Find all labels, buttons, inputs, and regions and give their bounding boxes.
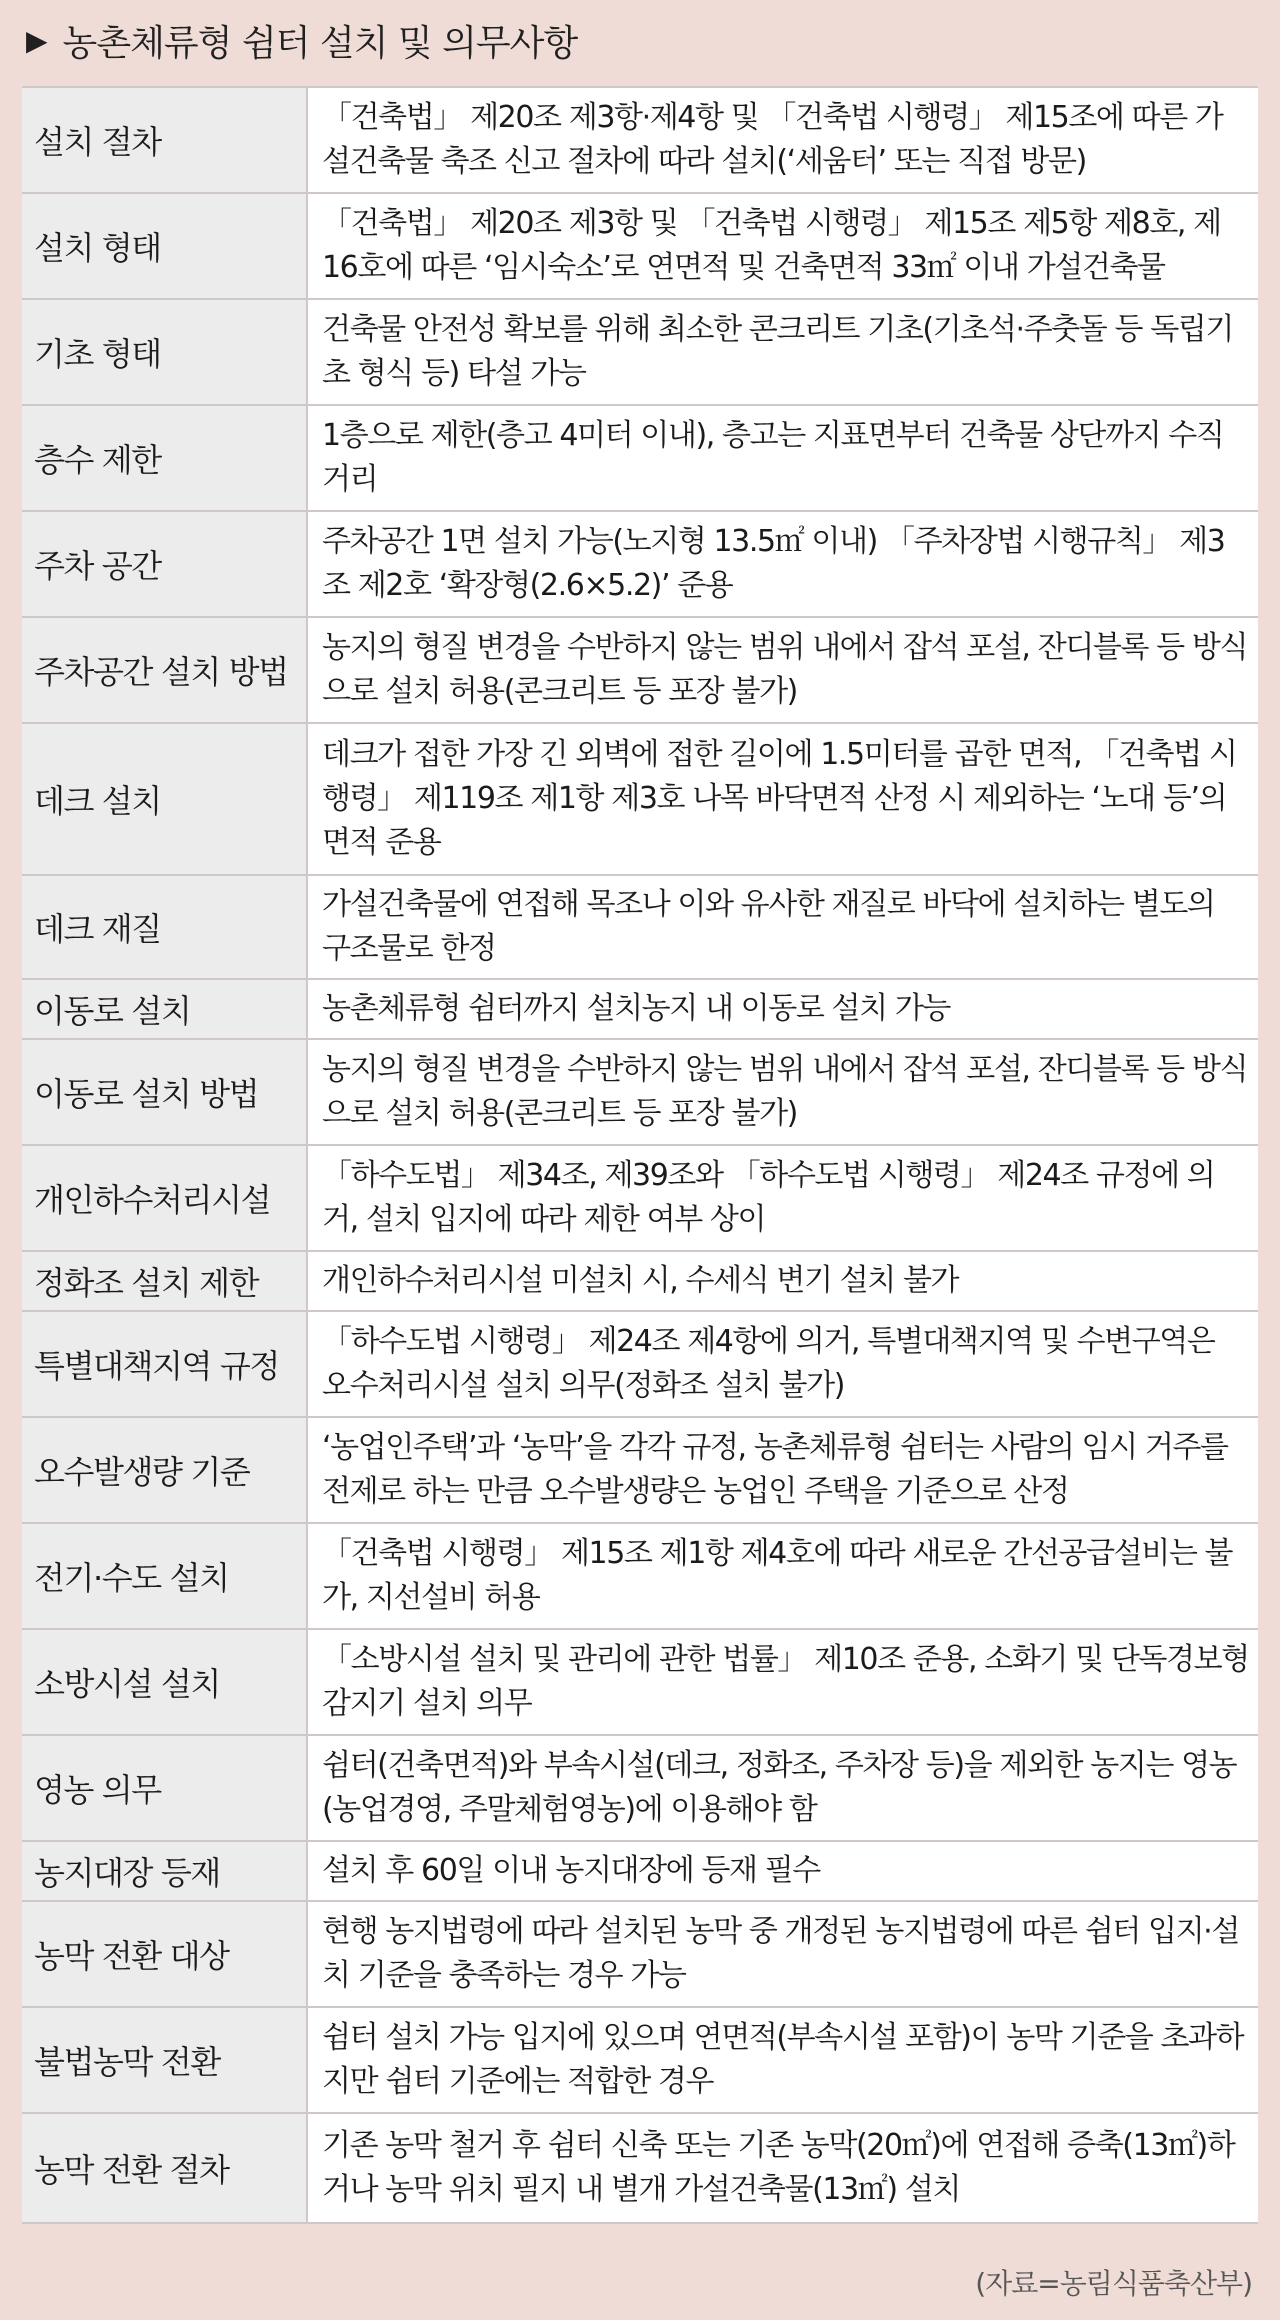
row-description: ‘농업인주택’과 ‘농막’을 각각 규정, 농촌체류형 쉼터는 사람의 임시 거주를 전제로 하는 만큼 오수발생량은 농업인 주택을 기준으로 산정 bbox=[308, 1418, 1258, 1524]
triangle-marker-icon: ▶ bbox=[26, 23, 47, 57]
row-description: 주차공간 1면 설치 가능(노지형 13.5㎡ 이내) 「주차장법 시행규칙」 제3조 제2호 ‘확장형(2.6×5.2)’ 준용 bbox=[308, 512, 1258, 618]
row-label: 농지대장 등재 bbox=[22, 1842, 308, 1902]
row-label: 층수 제한 bbox=[22, 406, 308, 512]
row-label: 소방시설 설치 bbox=[22, 1630, 308, 1736]
row-description: 「하수도법 시행령」 제24조 제4항에 의거, 특별대책지역 및 수변구역은 오수처리시설 설치 의무(정화조 설치 불가) bbox=[308, 1312, 1258, 1418]
row-label: 이동로 설치 방법 bbox=[22, 1040, 308, 1146]
row-label: 개인하수처리시설 bbox=[22, 1146, 308, 1252]
row-description: 「건축법」 제20조 제3항 및 「건축법 시행령」 제15조 제5항 제8호, 제16호에 따른 ‘임시숙소’로 연면적 및 건축면적 33㎡ 이내 가설건축물 bbox=[308, 194, 1258, 300]
row-label: 농막 전환 절차 bbox=[22, 2114, 308, 2224]
row-label: 이동로 설치 bbox=[22, 980, 308, 1040]
regulation-table bbox=[22, 86, 1258, 2224]
row-label: 기초 형태 bbox=[22, 300, 308, 406]
row-description: 쉼터(건축면적)와 부속시설(데크, 정화조, 주차장 등)을 제외한 농지는 영농(농업경영, 주말체험영농)에 이용해야 함 bbox=[308, 1736, 1258, 1842]
row-description: 「하수도법」 제34조, 제39조와 「하수도법 시행령」 제24조 규정에 의거, 설치 입지에 따라 제한 여부 상이 bbox=[308, 1146, 1258, 1252]
row-label: 전기·수도 설치 bbox=[22, 1524, 308, 1630]
row-description: 가설건축물에 연접해 목조나 이와 유사한 재질로 바닥에 설치하는 별도의 구조물로 한정 bbox=[308, 876, 1258, 980]
row-description: 쉼터 설치 가능 입지에 있으며 연면적(부속시설 포함)이 농막 기준을 초과하지만 쉼터 기준에는 적합한 경우 bbox=[308, 2008, 1258, 2114]
row-label: 설치 절차 bbox=[22, 88, 308, 194]
row-description: 현행 농지법령에 따라 설치된 농막 중 개정된 농지법령에 따른 쉼터 입지·설치 기준을 충족하는 경우 가능 bbox=[308, 1902, 1258, 2008]
row-description: 농지의 형질 변경을 수반하지 않는 범위 내에서 잡석 포설, 잔디블록 등 방식으로 설치 허용(콘크리트 등 포장 불가) bbox=[308, 618, 1258, 724]
row-label: 농막 전환 대상 bbox=[22, 1902, 308, 2008]
row-description: 「건축법 시행령」 제15조 제1항 제4호에 따라 새로운 간선공급설비는 불가, 지선설비 허용 bbox=[308, 1524, 1258, 1630]
row-description: 「건축법」 제20조 제3항·제4항 및 「건축법 시행령」 제15조에 따른 가설건축물 축조 신고 절차에 따라 설치(‘세움터’ 또는 직접 방문) bbox=[308, 88, 1258, 194]
page-title bbox=[26, 14, 577, 66]
row-label: 특별대책지역 규정 bbox=[22, 1312, 308, 1418]
source-note: (자료=농림식품축산부) bbox=[975, 2267, 1252, 2300]
row-description: 농지의 형질 변경을 수반하지 않는 범위 내에서 잡석 포설, 잔디블록 등 방식으로 설치 허용(콘크리트 등 포장 불가) bbox=[308, 1040, 1258, 1146]
page-title-text: 농촌체류형 쉼터 설치 및 의무사항 bbox=[62, 22, 578, 64]
row-label: 데크 설치 bbox=[22, 724, 308, 876]
row-description: 개인하수처리시설 미설치 시, 수세식 변기 설치 불가 bbox=[308, 1252, 1258, 1312]
row-description: 건축물 안전성 확보를 위해 최소한 콘크리트 기초(기초석·주춧돌 등 독립기초 형식 등) 타설 가능 bbox=[308, 300, 1258, 406]
row-description: 「소방시설 설치 및 관리에 관한 법률」 제10조 준용, 소화기 및 단독경보형 감지기 설치 의무 bbox=[308, 1630, 1258, 1736]
row-label: 설치 형태 bbox=[22, 194, 308, 300]
row-label: 주차 공간 bbox=[22, 512, 308, 618]
row-label: 불법농막 전환 bbox=[22, 2008, 308, 2114]
row-label: 주차공간 설치 방법 bbox=[22, 618, 308, 724]
row-description: 1층으로 제한(층고 4미터 이내), 층고는 지표면부터 건축물 상단까지 수직 거리 bbox=[308, 406, 1258, 512]
row-description: 설치 후 60일 이내 농지대장에 등재 필수 bbox=[308, 1842, 1258, 1902]
row-label: 영농 의무 bbox=[22, 1736, 308, 1842]
row-description: 기존 농막 철거 후 쉼터 신축 또는 기존 농막(20㎡)에 연접해 증축(13㎡)하거나 농막 위치 필지 내 별개 가설건축물(13㎡) 설치 bbox=[308, 2114, 1258, 2224]
row-label: 정화조 설치 제한 bbox=[22, 1252, 308, 1312]
row-description: 데크가 접한 가장 긴 외벽에 접한 길이에 1.5미터를 곱한 면적, 「건축법 시행령」 제119조 제1항 제3호 나목 바닥면적 산정 시 제외하는 ‘노대 등’의 면적 준용 bbox=[308, 724, 1258, 876]
row-label: 오수발생량 기준 bbox=[22, 1418, 308, 1524]
row-description: 농촌체류형 쉼터까지 설치농지 내 이동로 설치 가능 bbox=[308, 980, 1258, 1040]
row-label: 데크 재질 bbox=[22, 876, 308, 980]
